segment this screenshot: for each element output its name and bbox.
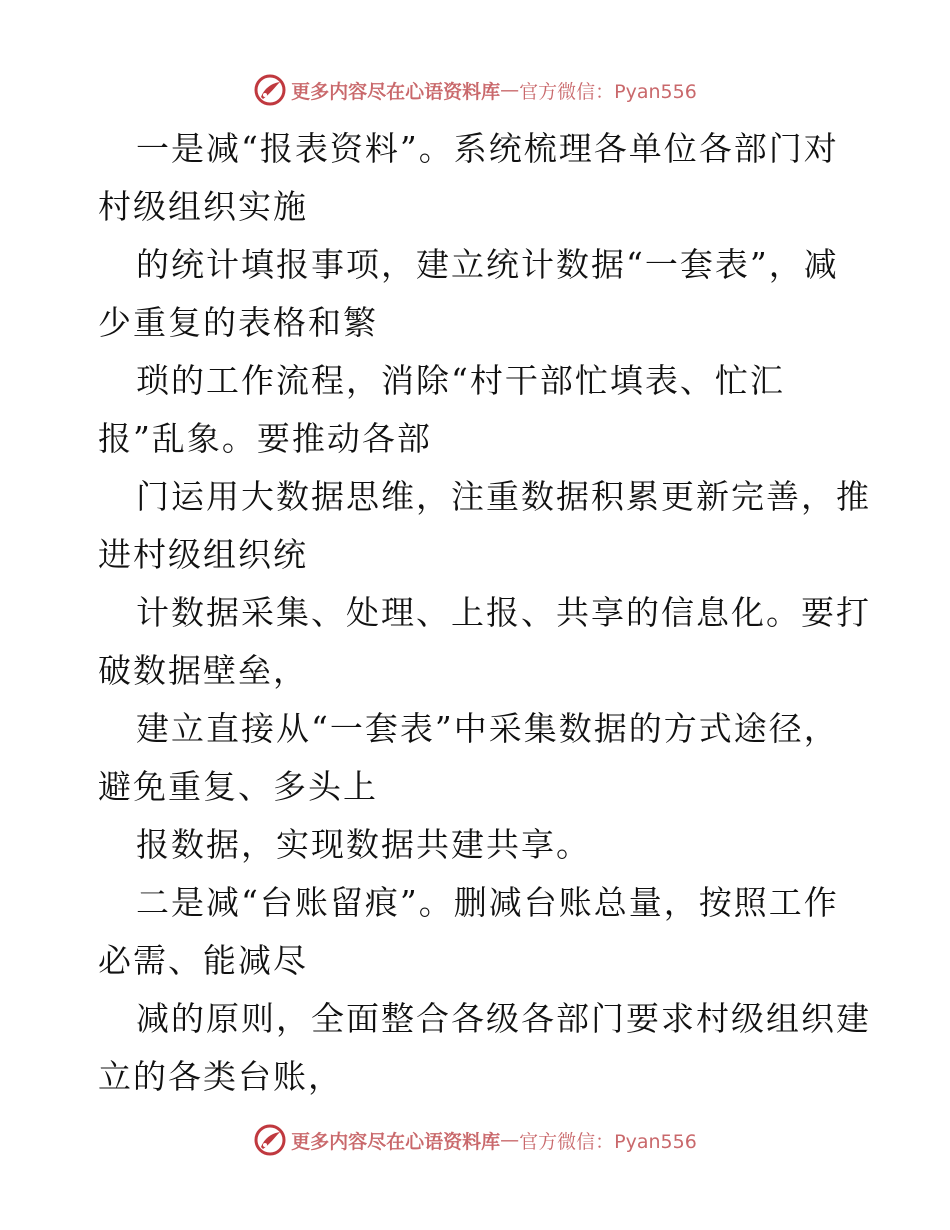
body-line: 建立直接从“一套表”中采集数据的方式途径， — [136, 709, 839, 748]
body-line: 减的原则，全面整合各级各部门要求村级组织建 — [136, 999, 871, 1038]
footer-text: 更多内容尽在心语资料库 — [291, 1130, 501, 1153]
body-line: 破数据壁垒， — [98, 651, 308, 690]
footer-banner — [0, 1122, 950, 1158]
body-line: 二是减“台账留痕”。删减台账总量，按照工作 — [136, 883, 839, 922]
body-line: 避免重复、多头上 — [98, 767, 378, 806]
header-wechat: 官方微信：Pyan556 — [519, 80, 697, 103]
body-line: 的统计填报事项，建立统计数据“一套表”，减 — [136, 245, 839, 284]
footer-wechat: 官方微信：Pyan556 — [519, 1130, 697, 1153]
logo-icon — [253, 73, 287, 107]
body-line: 立的各类台账， — [98, 1057, 343, 1096]
header-dash: — — [500, 79, 520, 101]
body-line: 琐的工作流程，消除“村干部忙填表、忙汇 — [136, 361, 785, 400]
body-line: 报数据，实现数据共建共享。 — [136, 825, 591, 864]
body-line: 计数据采集、处理、上报、共享的信息化。要打 — [136, 593, 871, 632]
body-line: 进村级组织统 — [98, 535, 308, 574]
header-banner — [0, 72, 950, 108]
body-line: 必需、能减尽 — [98, 941, 308, 980]
body-line: 报”乱象。要推动各部 — [98, 419, 432, 458]
body-line: 少重复的表格和繁 — [98, 303, 378, 342]
body-line: 村级组织实施 — [98, 187, 308, 226]
document-body — [98, 120, 871, 1106]
header-text: 更多内容尽在心语资料库 — [291, 80, 501, 103]
body-line: 一是减“报表资料”。系统梳理各单位各部门对 — [136, 129, 839, 168]
logo-icon — [253, 1123, 287, 1157]
footer-dash: — — [500, 1129, 520, 1151]
body-line: 门运用大数据思维，注重数据积累更新完善，推 — [136, 477, 871, 516]
